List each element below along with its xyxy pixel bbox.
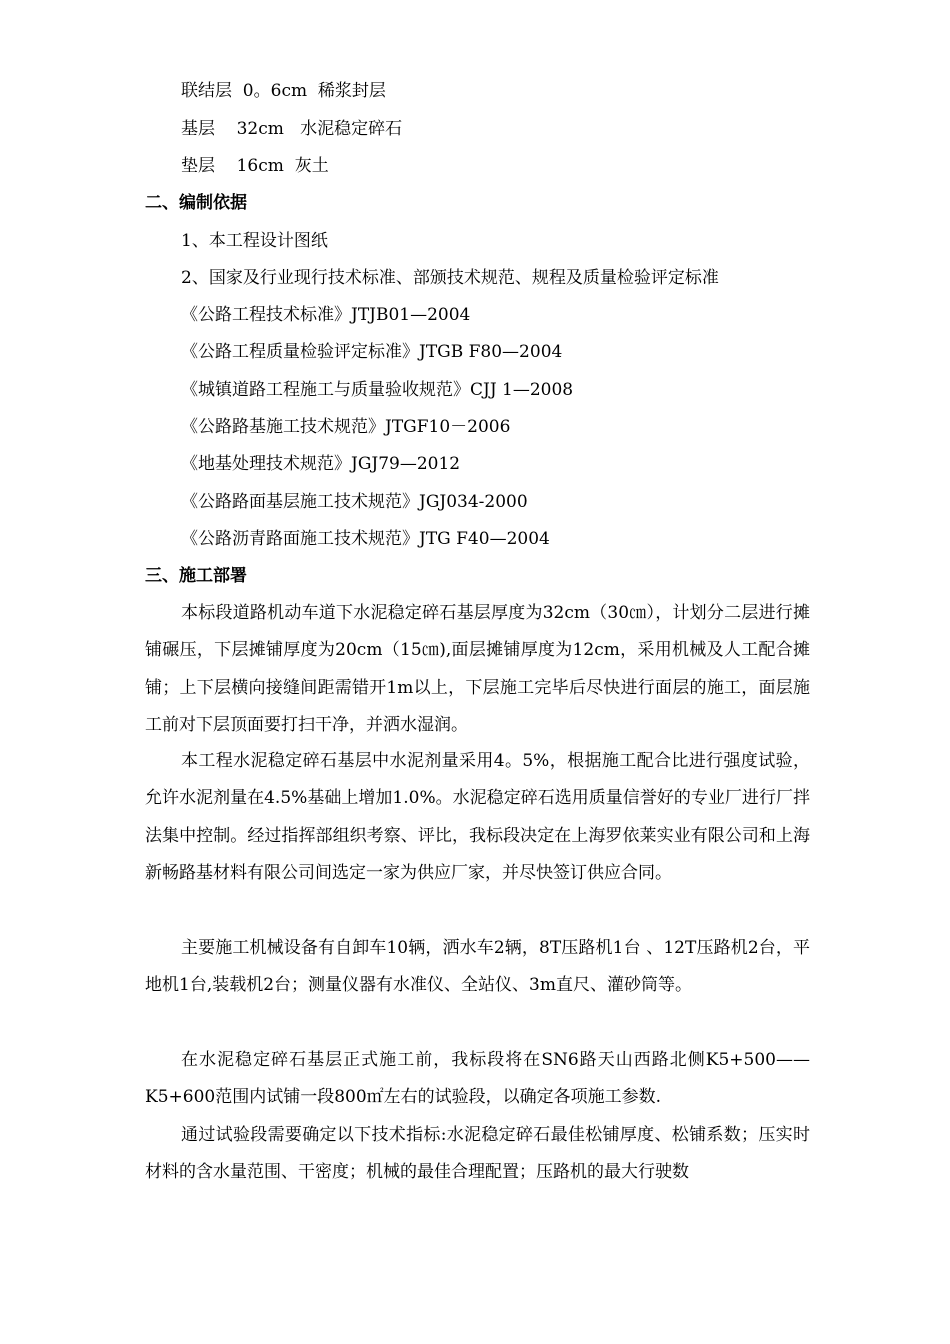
paragraph: 主要施工机械设备有自卸车10辆，洒水车2辆，8T压路机1台 、12T压路机2台，平地机1台,装载机2台；测量仪器有水准仪、全站仪、3m直尺、灌砂筒等。: [145, 938, 810, 996]
section-heading: 二、编制依据: [145, 193, 247, 213]
layer-line: 基层 32cm 水泥稳定碎石: [181, 119, 403, 139]
standard-reference: 《公路路面基层施工技术规范》JGJ034-2000: [181, 492, 528, 512]
standard-reference: 《公路工程质量检验评定标准》JTGB F80—2004: [181, 342, 563, 362]
paragraph: 通过试验段需要确定以下技术指标:水泥稳定碎石最佳松铺厚度、松铺系数；压实时材料的含水量范围、干密度；机械的最佳合理配置；压路机的最大行驶数: [145, 1125, 810, 1183]
layer-line: 联结层 0。6cm 稀浆封层: [181, 81, 386, 101]
paragraph: 在水泥稳定碎石基层正式施工前，我标段将在SN6路天山西路北侧K5+500——K5+600范围内试铺一段800㎡左右的试验段，以确定各项施工参数.: [145, 1050, 810, 1108]
list-item: 1、本工程设计图纸: [181, 231, 328, 251]
layer-line: 垫层 16cm 灰土: [181, 156, 329, 176]
standard-reference: 《地基处理技术规范》JGJ79—2012: [181, 454, 461, 474]
paragraph: 本工程水泥稳定碎石基层中水泥剂量采用4。5%，根据施工配合比进行强度试验，允许水泥剂量在4.5%基础上增加1.0%。水泥稳定碎石选用质量信誉好的专业厂进行厂拌法集中控制。经过指挥部组织考察、评比，我标段决定在上海罗依莱实业有限公司和上海新畅路基材料有限公司间选定一家为供应厂家，并尽快签订供应合同。: [145, 751, 810, 884]
paragraph: 本标段道路机动车道下水泥稳定碎石基层厚度为32cm（30㎝），计划分二层进行摊铺碾压，下层摊铺厚度为20cm（15㎝),面层摊铺厚度为12cm，采用机械及人工配合摊铺；上下层横向接缝间距需错开1m以上，下层施工完毕后尽快进行面层的施工，面层施工前对下层顶面要打扫干净，并洒水湿润。: [145, 603, 810, 736]
standard-reference: 《公路路基施工技术规范》JTGF10－2006: [181, 417, 511, 437]
list-item: 2、国家及行业现行技术标准、部颁技术规范、规程及质量检验评定标准: [181, 268, 719, 288]
standard-reference: 《公路沥青路面施工技术规范》JTG F40—2004: [181, 529, 550, 549]
section-heading: 三、施工部署: [145, 566, 247, 586]
standard-reference: 《城镇道路工程施工与质量验收规范》CJJ 1—2008: [181, 380, 574, 400]
standard-reference: 《公路工程技术标准》JTJB01—2004: [181, 305, 471, 325]
